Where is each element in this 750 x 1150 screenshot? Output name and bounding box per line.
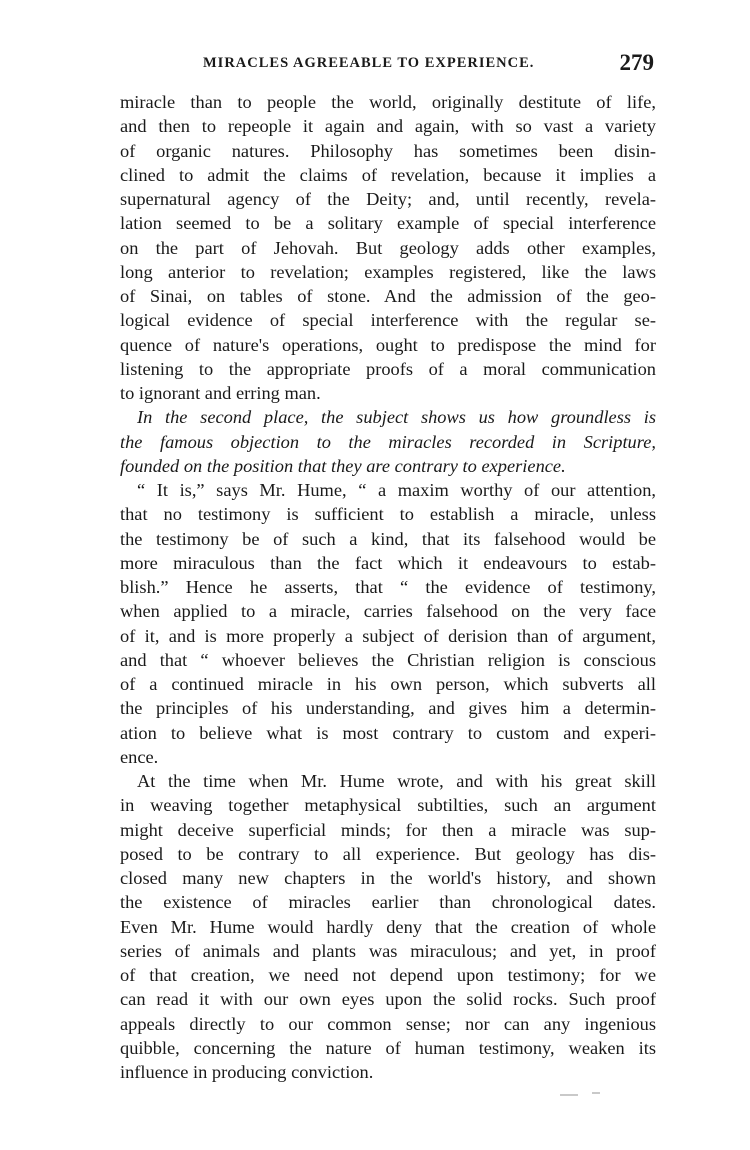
scan-speck xyxy=(592,1092,600,1094)
text-line: might deceive superficial minds; for then a miracle was sup- xyxy=(120,819,656,840)
scan-speck xyxy=(560,1094,578,1096)
text-line: clined to admit the claims of revelation, because it implies a xyxy=(120,164,656,185)
text-line: more miraculous than the fact which it endeavours to estab- xyxy=(120,552,656,573)
text-line: listening to the appropriate proofs of a moral communication xyxy=(120,358,656,379)
text-line: influence in producing conviction. xyxy=(120,1062,374,1082)
text-line: appeals directly to our common sense; nor can any ingenious xyxy=(120,1013,656,1034)
text-line: quence of nature's operations, ought to predispose the mind for xyxy=(120,334,656,355)
text-line: of organic natures. Philosophy has sometimes been disin- xyxy=(120,140,656,161)
italic-text-line: In the second place, the subject shows us how groundless is xyxy=(137,407,656,428)
text-line: when applied to a miracle, carries falsehood on the very face xyxy=(120,601,656,622)
text-line: and then to repeople it again and again, with so vast a variety xyxy=(120,116,656,137)
page-number: 279 xyxy=(619,50,654,75)
text-line: posed to be contrary to all experience. But geology has dis- xyxy=(120,843,656,864)
text-line: ation to believe what is most contrary to custom and experi- xyxy=(120,722,656,743)
text-line: long anterior to revelation; examples registered, like the laws xyxy=(120,261,656,282)
text-line: the principles of his understanding, and gives him a determin- xyxy=(120,698,656,719)
text-line: to ignorant and erring man. xyxy=(120,383,321,403)
italic-text-line: the famous objection to the miracles recorded in Scripture, xyxy=(120,431,656,452)
text-line: blish.” Hence he asserts, that “ the evidence of testimony, xyxy=(120,577,656,597)
paragraph-start-line: At the time when Mr. Hume wrote, and with his great skill xyxy=(137,771,656,791)
text-line: of a continued miracle in his own person, which subverts all xyxy=(120,674,656,694)
text-line: supernatural agency of the Deity; and, until recently, revela- xyxy=(120,189,656,209)
text-line: of that creation, we need not depend upon testimony; for we xyxy=(120,965,656,985)
text-line: that no testimony is sufficient to establish a miracle, unless xyxy=(120,504,656,525)
text-line: and that “ whoever believes the Christian religion is conscious xyxy=(120,649,656,670)
text-line: miracle than to people the world, originally destitute of life, xyxy=(120,92,656,112)
text-line: Even Mr. Hume would hardly deny that the creation of whole xyxy=(120,916,656,937)
text-line: quibble, concerning the nature of human testimony, weaken its xyxy=(120,1037,656,1058)
quote-line: “ It is,” says Mr. Hume, “ a maxim worthy of our attention, xyxy=(137,480,656,500)
text-line: the existence of miracles earlier than chronological dates. xyxy=(120,892,656,913)
text-line: closed many new chapters in the world's history, and shown xyxy=(120,868,656,888)
text-line: of Sinai, on tables of stone. And the admission of the geo- xyxy=(120,286,656,306)
running-head: MIRACLES AGREEABLE TO EXPERIENCE. xyxy=(203,55,535,71)
body-text xyxy=(120,90,656,1084)
italic-text-line: founded on the position that they are contrary to experience. xyxy=(120,455,566,476)
text-line: of it, and is more properly a subject of derision than of argument, xyxy=(120,625,656,646)
text-line: logical evidence of special interference with the regular se- xyxy=(120,310,656,331)
text-line: in weaving together metaphysical subtilties, such an argument xyxy=(120,795,656,816)
text-line: series of animals and plants was miraculous; and yet, in proof xyxy=(120,940,656,961)
text-line: the testimony be of such a kind, that its falsehood would be xyxy=(120,528,656,549)
text-line: ence. xyxy=(120,746,159,767)
text-line: on the part of Jehovah. But geology adds other examples, xyxy=(120,237,656,258)
page-header xyxy=(120,50,660,84)
text-line: lation seemed to be a solitary example of special interference xyxy=(120,213,656,234)
text-line: can read it with our own eyes upon the solid rocks. Such proof xyxy=(120,989,656,1010)
